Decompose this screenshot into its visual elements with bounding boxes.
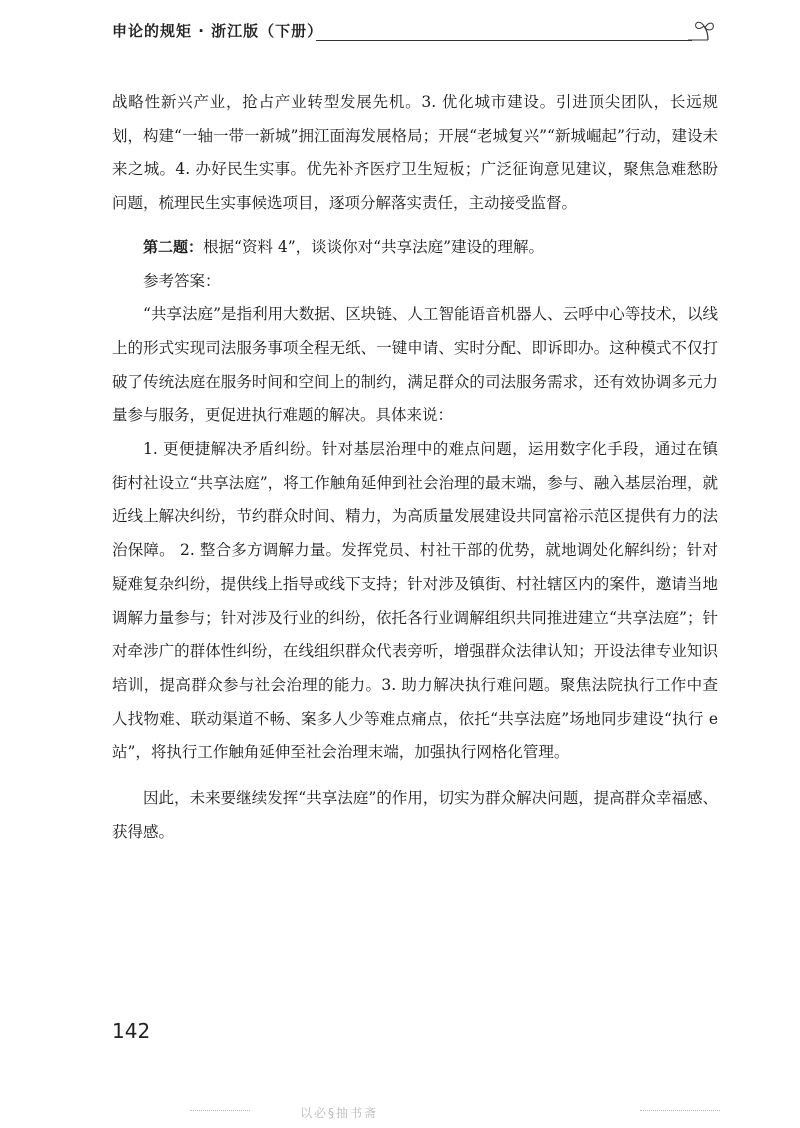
running-header [112,18,716,46]
answer-label: 参考答案： [143,271,221,290]
question-label: 第二题： [143,237,204,256]
header-rule [316,40,692,41]
question-text: 根据“资料 4”，谈谈你对“共享法庭”建设的理解。 [203,237,545,256]
sprout-icon [686,18,716,46]
body-text [112,86,718,849]
page-number: 142 [112,1019,151,1043]
answer-intro-paragraph: “共享法庭”是指利用大数据、区块链、人工智能语音机器人、云呼中心等技术，以线上的形式实现司法服务事项全程无纸、一键申请、实时分配、即诉即办。这种模式不仅打破了传统法庭在服务时间和空间上的制约，满足群众的司法服务需求，还有效协调多元力量参与服务，更促进执行难题的解决。具体来说： [112,305,718,425]
scan-artifact [190,1110,250,1111]
question-line [112,231,718,265]
book-title: 申论的规矩 · 浙江版（下册） [112,22,324,40]
conclusion-paragraph: 因此，未来要继续发挥“共享法庭”的作用，切实为群众解决问题，提高群众幸福感、获得感。 [112,789,718,841]
scan-watermark: 以必§抽书斋 [300,1106,379,1120]
paragraph-continuation: 战略性新兴产业，抢占产业转型发展先机。3. 优化城市建设。引进顶尖团队，长远规划，构建“一轴一带一新城”拥江面海发展格局；开展“老城复兴”“新城崛起”行动，建设未来之城。4. 办好民生实事。优先补齐医疗卫生短板；广泛征询意见建议，聚焦急难愁盼问题，梳理民生实事候选项目，逐项分解落实责任，主动接受监督。 [112,93,718,213]
answer-points-paragraph: 1. 更便捷解决矛盾纠纷。针对基层治理中的难点问题，运用数字化手段，通过在镇街村社设立“共享法庭”，将工作触角延伸到社会治理的最末端，参与、融入基层治理，就近线上解决纠纷，节约群众时间、精力，为高质量发展建设共同富裕示范区提供有力的法治保障。 2. 整合多方调解力量。发挥党员、村社干部的优势，就地调处化解纠纷；针对疑难复杂纠纷，提供线上指导或线下支持；针对涉及镇街、村社辖区内的案件，邀请当地调解力量参与；针对涉及行业的纠纷，依托各行业调解组织共同推进建立“共享法庭”；针对牵涉广的群体性纠纷，在线组织群众代表旁听，增强群众法律认知；开设法律专业知识培训，提高群众参与社会治理的能力。3. 助力解决执行难问题。聚焦法院执行工作中查人找物难、联动渠道不畅、案多人少等难点痛点，依托“共享法庭”场地同步建设“执行 e 站”，将执行工作触角延伸至社会治理末端，加强执行网格化管理。 [112,440,718,762]
scan-artifact [640,1110,720,1111]
